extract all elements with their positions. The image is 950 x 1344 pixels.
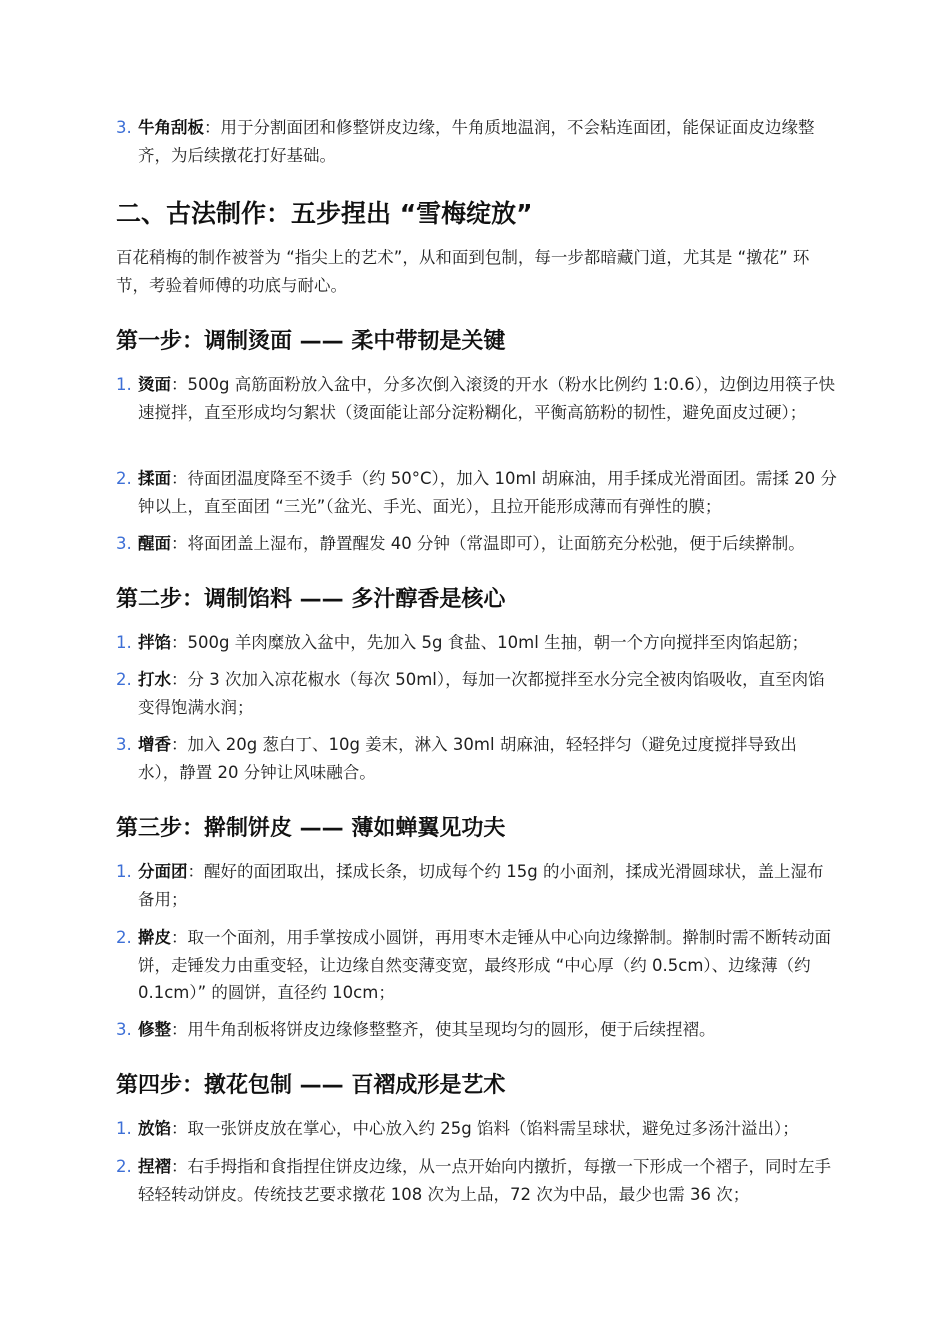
list-item-body: [138, 114, 838, 169]
list-number: 1.: [116, 1119, 132, 1138]
list-item-body: [138, 1153, 838, 1208]
section-intro-paragraph: 百花稍梅的制作被誉为 “指尖上的艺术”，从和面到包制，每一步都暗藏门道，尤其是 “撴花” 环节，考验着师傅的功底与耐心。: [116, 248, 810, 295]
list-item-text: ：用于分割面团和修整饼皮边缘，牛角质地温润，不会粘连面团，能保证面皮边缘整齐，为后续撴花打好基础。: [138, 118, 815, 165]
list-item-body: [138, 371, 838, 426]
list-item-body: [138, 530, 856, 558]
list-item-term: 牛角刮板: [138, 118, 204, 137]
list-item-text: ：右手拇指和食指捏住饼皮边缘，从一点开始向内撴折，每撴一下形成一个褶子，同时左手轻轻转动饼皮。传统技艺要求撴花 108 次为上品，72 次为中品，最少也需 36 次；: [138, 1157, 831, 1204]
list-number: 2.: [116, 670, 132, 689]
list-number: 1.: [116, 862, 132, 881]
list-item-text: ：取一张饼皮放在掌心，中心放入约 25g 馅料（馅料需呈球状，避免过多汤汁溢出）；: [171, 1119, 799, 1138]
list-item-body: [138, 924, 838, 1007]
list-item-body: [138, 1016, 838, 1044]
list-item: [116, 465, 838, 520]
list-item-text: ：醒好的面团取出，揉成长条，切成每个约 15g 的小面剂，揉成光滑圆球状，盖上湿布备用；: [138, 862, 824, 909]
list-item-term: 擀皮: [138, 928, 171, 947]
list-item-term: 分面团: [138, 862, 188, 881]
list-item: [116, 1115, 838, 1143]
list-item-body: [138, 465, 838, 520]
list-item: [116, 629, 838, 657]
list-number: 3.: [116, 534, 132, 553]
list-number: 2.: [116, 469, 132, 488]
list-item-body: [138, 858, 838, 913]
list-item-term: 增香: [138, 735, 171, 754]
list-number: 1.: [116, 633, 132, 652]
step3-heading: 第三步：擀制饼皮 —— 薄如蝉翼见功夫: [116, 816, 506, 841]
list-item-body: [138, 629, 838, 657]
list-item: [116, 858, 838, 913]
list-item-term: 揉面: [138, 469, 171, 488]
list-item-term: 打水: [138, 670, 171, 689]
list-number: 2.: [116, 928, 132, 947]
list-item-body: [138, 731, 838, 786]
step1-heading: 第一步：调制烫面 —— 柔中带韧是关键: [116, 329, 506, 354]
list-item-term: 放馅: [138, 1119, 171, 1138]
list-item-text: ：分 3 次加入凉花椒水（每次 50ml），每加一次都搅拌至水分完全被肉馅吸收，直至肉馅变得饱满水润；: [138, 670, 825, 717]
list-item: [116, 114, 838, 169]
list-item-term: 修整: [138, 1020, 171, 1039]
list-number: 3.: [116, 735, 132, 754]
list-item-term: 捏褶: [138, 1157, 171, 1176]
list-item-text: ：用牛角刮板将饼皮边缘修整整齐，使其呈现均匀的圆形，便于后续捏褶。: [171, 1020, 716, 1039]
list-item: [116, 1016, 838, 1044]
list-item: [116, 731, 838, 786]
list-item-text: ：取一个面剂，用手掌按成小圆饼，再用枣木走锤从中心向边缘擀制。擀制时需不断转动面饼，走锤发力由重变轻，让边缘自然变薄变宽，最终形成 “中心厚（约 0.5cm）、边缘薄（约 0.1cm）” 的圆饼，直径约 10cm；: [138, 928, 831, 1002]
list-item-text: ：将面团盖上湿布，静置醒发 40 分钟（常温即可），让面筋充分松弛，便于后续擀制。: [171, 534, 805, 553]
list-item-body: [138, 1115, 838, 1143]
list-item-text: ：500g 羊肉糜放入盆中，先加入 5g 食盐、10ml 生抽，朝一个方向搅拌至肉馅起筋；: [171, 633, 809, 652]
list-item-body: [138, 666, 838, 721]
list-item-term: 醒面: [138, 534, 171, 553]
list-item: [116, 924, 838, 1007]
list-item: [116, 530, 856, 558]
list-item-text: ：待面团温度降至不烫手（约 50°C），加入 10ml 胡麻油，用手揉成光滑面团。需揉 20 分钟以上，直至面团 “三光”（盆光、手光、面光），且拉开能形成薄而有弹性的膜；: [138, 469, 837, 516]
list-number: 2.: [116, 1157, 132, 1176]
list-item-term: 烫面: [138, 375, 171, 394]
list-item: [116, 371, 838, 426]
list-number: 1.: [116, 375, 132, 394]
list-item-term: 拌馅: [138, 633, 171, 652]
section-heading: 二、古法制作：五步捏出 “雪梅绽放”: [116, 199, 533, 228]
list-item: [116, 666, 838, 721]
list-item-text: ：加入 20g 葱白丁、10g 姜末，淋入 30ml 胡麻油，轻轻拌匀（避免过度搅拌导致出水），静置 20 分钟让风味融合。: [138, 735, 797, 782]
list-number: 3.: [116, 1020, 132, 1039]
step2-heading: 第二步：调制馅料 —— 多汁醇香是核心: [116, 587, 506, 612]
step4-heading: 第四步：撴花包制 —— 百褶成形是艺术: [116, 1073, 506, 1098]
list-item: [116, 1153, 838, 1208]
list-item-text: ：500g 高筋面粉放入盆中，分多次倒入滚烫的开水（粉水比例约 1:0.6），边倒边用筷子快速搅拌，直至形成均匀絮状（烫面能让部分淀粉糊化，平衡高筋粉的韧性，避免面皮过硬）；: [138, 375, 836, 422]
list-number: 3.: [116, 118, 132, 137]
